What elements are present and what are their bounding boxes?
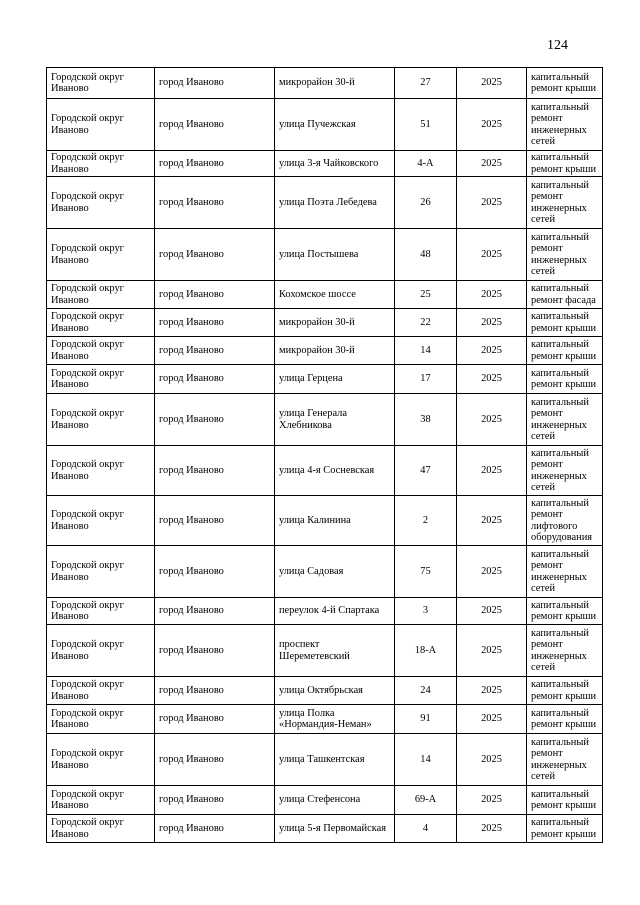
table-row — [47, 99, 603, 151]
year-cell: 2025 — [457, 815, 527, 843]
city-cell: город Иваново — [155, 598, 275, 625]
district-cell: Городской округ Иваново — [47, 546, 155, 598]
table-row — [47, 394, 603, 446]
year-cell: 2025 — [457, 229, 527, 281]
city-cell: город Иваново — [155, 151, 275, 177]
year-cell: 2025 — [457, 705, 527, 734]
house-number-cell: 91 — [395, 705, 457, 734]
work-type-cell: капитальный ремонт крыши — [527, 151, 603, 177]
house-number-cell: 75 — [395, 546, 457, 598]
work-type-cell: капитальный ремонт инженерных сетей — [527, 734, 603, 786]
work-type-cell: капитальный ремонт инженерных сетей — [527, 625, 603, 677]
work-type-cell: капитальный ремонт инженерных сетей — [527, 229, 603, 281]
table-row — [47, 677, 603, 705]
street-cell: улица Полка «Нормандия-Неман» — [275, 705, 395, 734]
street-cell: улица Ташкентская — [275, 734, 395, 786]
house-number-cell: 4 — [395, 815, 457, 843]
work-type-cell: капитальный ремонт крыши — [527, 365, 603, 394]
repair-schedule-table — [46, 67, 603, 843]
year-cell: 2025 — [457, 625, 527, 677]
table-row — [47, 546, 603, 598]
table-row — [47, 309, 603, 337]
district-cell: Городской округ Иваново — [47, 677, 155, 705]
year-cell: 2025 — [457, 337, 527, 365]
street-cell: улица Герцена — [275, 365, 395, 394]
city-cell: город Иваново — [155, 99, 275, 151]
year-cell: 2025 — [457, 99, 527, 151]
table-row — [47, 446, 603, 496]
city-cell: город Иваново — [155, 337, 275, 365]
city-cell: город Иваново — [155, 496, 275, 546]
year-cell: 2025 — [457, 151, 527, 177]
house-number-cell: 25 — [395, 281, 457, 309]
city-cell: город Иваново — [155, 281, 275, 309]
city-cell: город Иваново — [155, 786, 275, 815]
city-cell: город Иваново — [155, 625, 275, 677]
work-type-cell: капитальный ремонт лифтового оборудования — [527, 496, 603, 546]
district-cell: Городской округ Иваново — [47, 229, 155, 281]
street-cell: улица Садовая — [275, 546, 395, 598]
year-cell: 2025 — [457, 446, 527, 496]
district-cell: Городской округ Иваново — [47, 598, 155, 625]
street-cell: Кохомское шоссе — [275, 281, 395, 309]
district-cell: Городской округ Иваново — [47, 177, 155, 229]
city-cell: город Иваново — [155, 677, 275, 705]
work-type-cell: капитальный ремонт крыши — [527, 68, 603, 99]
district-cell: Городской округ Иваново — [47, 705, 155, 734]
table-body — [47, 68, 603, 843]
table-row — [47, 734, 603, 786]
district-cell: Городской округ Иваново — [47, 309, 155, 337]
house-number-cell: 4-А — [395, 151, 457, 177]
city-cell: город Иваново — [155, 446, 275, 496]
street-cell: улица 3-я Чайковского — [275, 151, 395, 177]
work-type-cell: капитальный ремонт крыши — [527, 309, 603, 337]
city-cell: город Иваново — [155, 394, 275, 446]
table-row — [47, 151, 603, 177]
district-cell: Городской округ Иваново — [47, 151, 155, 177]
street-cell: проспект Шереметевский — [275, 625, 395, 677]
table-row — [47, 705, 603, 734]
table-row — [47, 815, 603, 843]
city-cell: город Иваново — [155, 309, 275, 337]
year-cell: 2025 — [457, 365, 527, 394]
house-number-cell: 18-А — [395, 625, 457, 677]
house-number-cell: 24 — [395, 677, 457, 705]
year-cell: 2025 — [457, 281, 527, 309]
street-cell: улица Пучежская — [275, 99, 395, 151]
street-cell: микрорайон 30-й — [275, 68, 395, 99]
street-cell: переулок 4-й Спартака — [275, 598, 395, 625]
table-row — [47, 229, 603, 281]
street-cell: улица Генерала Хлебникова — [275, 394, 395, 446]
district-cell: Городской округ Иваново — [47, 734, 155, 786]
year-cell: 2025 — [457, 394, 527, 446]
house-number-cell: 27 — [395, 68, 457, 99]
page-number: 124 — [547, 38, 568, 53]
table-row — [47, 786, 603, 815]
house-number-cell: 14 — [395, 734, 457, 786]
work-type-cell: капитальный ремонт фасада — [527, 281, 603, 309]
district-cell: Городской округ Иваново — [47, 394, 155, 446]
work-type-cell: капитальный ремонт инженерных сетей — [527, 394, 603, 446]
year-cell: 2025 — [457, 177, 527, 229]
street-cell: улица Октябрьская — [275, 677, 395, 705]
house-number-cell: 17 — [395, 365, 457, 394]
year-cell: 2025 — [457, 68, 527, 99]
work-type-cell: капитальный ремонт крыши — [527, 786, 603, 815]
house-number-cell: 3 — [395, 598, 457, 625]
district-cell: Городской округ Иваново — [47, 365, 155, 394]
house-number-cell: 51 — [395, 99, 457, 151]
district-cell: Городской округ Иваново — [47, 625, 155, 677]
district-cell: Городской округ Иваново — [47, 68, 155, 99]
street-cell: улица 5-я Первомайская — [275, 815, 395, 843]
house-number-cell: 26 — [395, 177, 457, 229]
house-number-cell: 2 — [395, 496, 457, 546]
year-cell: 2025 — [457, 309, 527, 337]
city-cell: город Иваново — [155, 177, 275, 229]
street-cell: микрорайон 30-й — [275, 309, 395, 337]
city-cell: город Иваново — [155, 815, 275, 843]
district-cell: Городской округ Иваново — [47, 786, 155, 815]
year-cell: 2025 — [457, 546, 527, 598]
district-cell: Городской округ Иваново — [47, 815, 155, 843]
year-cell: 2025 — [457, 734, 527, 786]
district-cell: Городской округ Иваново — [47, 446, 155, 496]
table-row — [47, 337, 603, 365]
street-cell: улица Поэта Лебедева — [275, 177, 395, 229]
street-cell: улица Стефенсона — [275, 786, 395, 815]
house-number-cell: 38 — [395, 394, 457, 446]
city-cell: город Иваново — [155, 546, 275, 598]
table-row — [47, 625, 603, 677]
table-row — [47, 365, 603, 394]
city-cell: город Иваново — [155, 734, 275, 786]
year-cell: 2025 — [457, 677, 527, 705]
work-type-cell: капитальный ремонт крыши — [527, 815, 603, 843]
table-row — [47, 68, 603, 99]
work-type-cell: капитальный ремонт инженерных сетей — [527, 446, 603, 496]
house-number-cell: 69-А — [395, 786, 457, 815]
table-row — [47, 177, 603, 229]
city-cell: город Иваново — [155, 229, 275, 281]
street-cell: микрорайон 30-й — [275, 337, 395, 365]
year-cell: 2025 — [457, 496, 527, 546]
table-row — [47, 496, 603, 546]
district-cell: Городской округ Иваново — [47, 337, 155, 365]
street-cell: улица Калинина — [275, 496, 395, 546]
table-row — [47, 598, 603, 625]
work-type-cell: капитальный ремонт крыши — [527, 705, 603, 734]
city-cell: город Иваново — [155, 705, 275, 734]
city-cell: город Иваново — [155, 365, 275, 394]
work-type-cell: капитальный ремонт крыши — [527, 337, 603, 365]
table-row — [47, 281, 603, 309]
house-number-cell: 14 — [395, 337, 457, 365]
district-cell: Городской округ Иваново — [47, 281, 155, 309]
city-cell: город Иваново — [155, 68, 275, 99]
house-number-cell: 47 — [395, 446, 457, 496]
work-type-cell: капитальный ремонт крыши — [527, 677, 603, 705]
house-number-cell: 22 — [395, 309, 457, 337]
work-type-cell: капитальный ремонт инженерных сетей — [527, 177, 603, 229]
district-cell: Городской округ Иваново — [47, 99, 155, 151]
house-number-cell: 48 — [395, 229, 457, 281]
district-cell: Городской округ Иваново — [47, 496, 155, 546]
work-type-cell: капитальный ремонт инженерных сетей — [527, 99, 603, 151]
street-cell: улица 4-я Сосневская — [275, 446, 395, 496]
work-type-cell: капитальный ремонт инженерных сетей — [527, 546, 603, 598]
work-type-cell: капитальный ремонт крыши — [527, 598, 603, 625]
year-cell: 2025 — [457, 598, 527, 625]
street-cell: улица Постышева — [275, 229, 395, 281]
year-cell: 2025 — [457, 786, 527, 815]
